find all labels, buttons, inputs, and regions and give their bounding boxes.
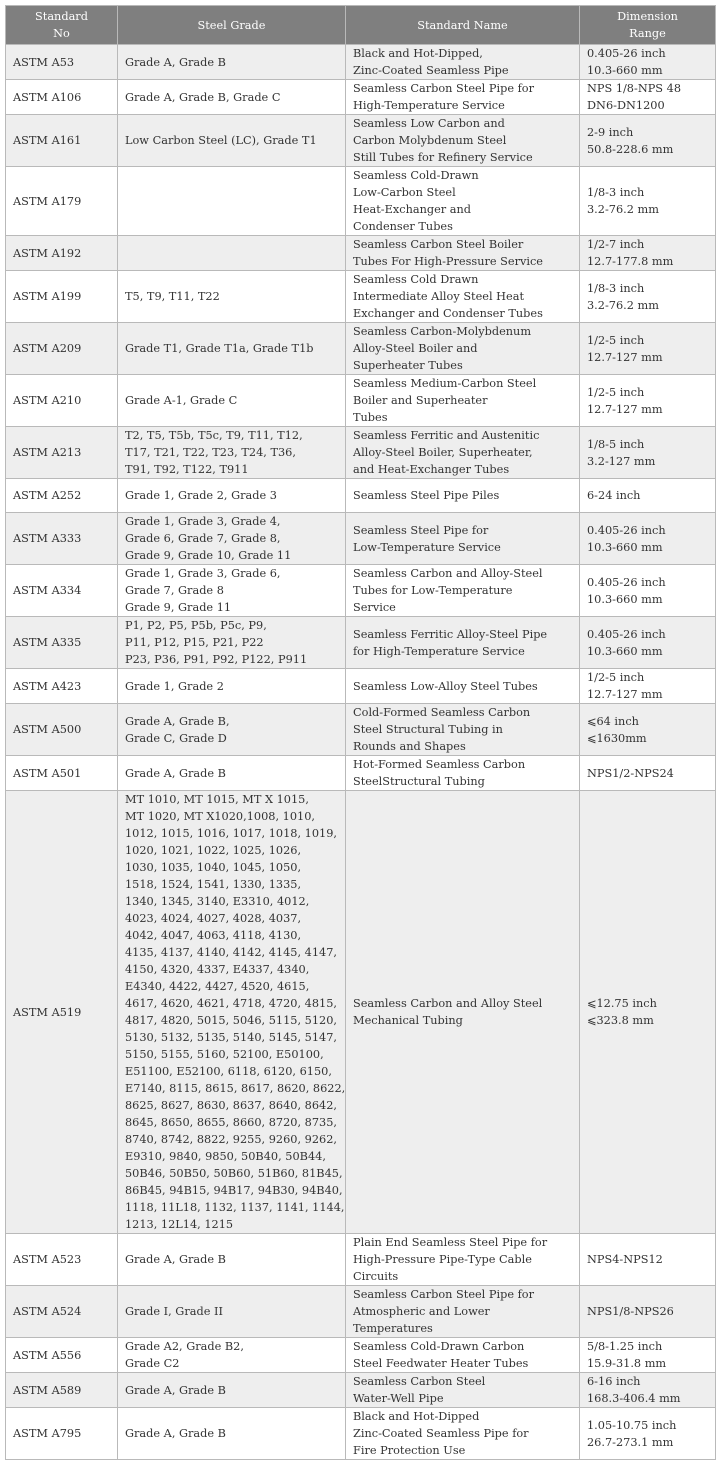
cell-line: 3.2-127 mm bbox=[587, 454, 656, 468]
cell-line: ⩽323.8 mm bbox=[587, 1014, 654, 1027]
standard-no-cell: ASTM A252 bbox=[6, 479, 118, 513]
cell-line: 8625, 8627, 8630, 8637, 8640, 8642, bbox=[125, 1099, 337, 1112]
standard-no-cell: ASTM A210 bbox=[6, 375, 118, 427]
cell-line: 12.7-177.8 mm bbox=[587, 255, 674, 268]
cell-line: Black and Hot-Dipped, bbox=[353, 47, 483, 60]
cell-line: 4617, 4620, 4621, 4718, 4720, 4815, bbox=[125, 997, 337, 1010]
standard-no-cell: ASTM A335 bbox=[6, 617, 118, 669]
standard-name-cell bbox=[346, 1408, 580, 1460]
dimension-range-cell bbox=[580, 167, 716, 236]
cell-line: 0.405-26 inch bbox=[587, 47, 666, 60]
cell-line: Seamless Low Carbon and bbox=[353, 117, 505, 130]
cell-line: Grade T1, Grade T1a, Grade T1b bbox=[125, 342, 314, 355]
dimension-range-cell bbox=[580, 513, 716, 565]
steel-grade-cell bbox=[118, 323, 346, 375]
standard-name-cell bbox=[346, 236, 580, 271]
dimension-range-cell bbox=[580, 1408, 716, 1460]
standard-name-cell bbox=[346, 479, 580, 513]
standard-no-cell: ASTM A179 bbox=[6, 167, 118, 236]
cell-line: 1/8-3 inch bbox=[587, 186, 645, 199]
cell-line: 8740, 8742, 8822, 9255, 9260, 9262, bbox=[125, 1133, 337, 1146]
cell-line: 0.405-26 inch bbox=[587, 575, 666, 589]
header-standard-name bbox=[346, 6, 580, 45]
cell-line: T17, T21, T22, T23, T24, T36, bbox=[125, 446, 296, 459]
cell-line: 1340, 1345, 3140, E3310, 4012, bbox=[125, 895, 310, 908]
cell-line: 1/2-5 inch bbox=[587, 333, 645, 347]
cell-line: 3.2-76.2 mm bbox=[587, 298, 659, 312]
cell-line: Service bbox=[353, 601, 396, 614]
steel-grade-cell bbox=[118, 80, 346, 115]
cell-line: 168.3-406.4 mm bbox=[587, 1392, 681, 1405]
cell-line: 0.405-26 inch bbox=[587, 627, 666, 641]
table-row bbox=[6, 1286, 716, 1338]
cell-line: No bbox=[53, 27, 70, 40]
dimension-range-cell bbox=[580, 565, 716, 617]
cell-line: Zinc-Coated Seamless Pipe for bbox=[353, 1427, 529, 1440]
cell-line: Low-Carbon Steel bbox=[353, 186, 456, 199]
steel-grade-cell bbox=[118, 1373, 346, 1408]
standard-no-cell: ASTM A106 bbox=[6, 80, 118, 115]
cell-line: Seamless Cold-Drawn bbox=[353, 169, 479, 182]
standard-no-cell: ASTM A209 bbox=[6, 323, 118, 375]
cell-line: 1213, 12L14, 1215 bbox=[125, 1218, 234, 1231]
cell-line: Grade 6, Grade 7, Grade 8, bbox=[125, 532, 281, 545]
cell-line: Grade A, Grade B bbox=[125, 1383, 226, 1397]
cell-line: Grade A, Grade B bbox=[125, 1253, 226, 1266]
standard-name-cell bbox=[346, 704, 580, 756]
cell-line: 12.7-127 mm bbox=[587, 402, 663, 416]
cell-line: P1, P2, P5, P5b, P5c, P9, bbox=[125, 619, 267, 632]
cell-line: Rounds and Shapes bbox=[353, 740, 466, 753]
table-row bbox=[6, 704, 716, 756]
cell-line: High-Pressure Pipe-Type Cable bbox=[353, 1253, 532, 1266]
cell-line: Grade A2, Grade B2, bbox=[125, 1340, 244, 1353]
cell-line: 6-24 inch bbox=[587, 489, 641, 502]
cell-line: 4817, 4820, 5015, 5046, 5115, 5120, bbox=[125, 1014, 337, 1027]
cell-line: 50B46, 50B50, 50B60, 51B60, 81B45, bbox=[125, 1167, 343, 1180]
standard-no-cell: ASTM A501 bbox=[6, 756, 118, 791]
cell-line: Mechanical Tubing bbox=[353, 1014, 463, 1027]
cell-line: Range bbox=[629, 27, 666, 40]
cell-line: Low Carbon Steel (LC), Grade T1 bbox=[125, 134, 317, 147]
cell-line: Fire Protection Use bbox=[353, 1444, 466, 1457]
cell-line: Carbon Molybdenum Steel bbox=[353, 134, 507, 147]
cell-line: 12.7-127 mm bbox=[587, 688, 663, 701]
cell-line: Seamless Steel Pipe for bbox=[353, 523, 489, 537]
astm-standards-table bbox=[5, 5, 716, 1460]
cell-line: Grade 9, Grade 10, Grade 11 bbox=[125, 549, 292, 562]
cell-line: 1/2-5 inch bbox=[587, 671, 645, 684]
cell-line: Atmospheric and Lower bbox=[353, 1305, 490, 1318]
steel-grade-cell bbox=[118, 1408, 346, 1460]
cell-line: Grade I, Grade II bbox=[125, 1305, 223, 1318]
table-row bbox=[6, 1234, 716, 1286]
cell-line: 6-16 inch bbox=[587, 1375, 641, 1388]
cell-line: Steel Structural Tubing in bbox=[353, 723, 503, 736]
cell-line: Seamless Carbon Steel Pipe for bbox=[353, 1288, 534, 1301]
cell-line: Grade A, Grade B bbox=[125, 766, 226, 780]
cell-line: 1518, 1524, 1541, 1330, 1335, bbox=[125, 878, 302, 891]
table-row bbox=[6, 1373, 716, 1408]
standard-name-cell bbox=[346, 1234, 580, 1286]
cell-line: Grade 1, Grade 3, Grade 6, bbox=[125, 567, 281, 580]
cell-line: 10.3-660 mm bbox=[587, 64, 663, 77]
cell-line: Seamless Ferritic Alloy-Steel Pipe bbox=[353, 627, 548, 641]
standard-no-cell: ASTM A161 bbox=[6, 115, 118, 167]
dimension-range-cell bbox=[580, 1373, 716, 1408]
standard-no-cell: ASTM A199 bbox=[6, 271, 118, 323]
cell-line: Tubes for Low-Temperature bbox=[353, 584, 513, 597]
steel-grade-cell bbox=[118, 756, 346, 791]
cell-line: Grade 1, Grade 2 bbox=[125, 679, 224, 693]
cell-line: Seamless Cold Drawn bbox=[353, 273, 479, 286]
cell-line: Dimension bbox=[617, 10, 678, 23]
cell-line: NPS 1/8-NPS 48 bbox=[587, 82, 682, 95]
standard-no-cell: ASTM A192 bbox=[6, 236, 118, 271]
table-row bbox=[6, 1338, 716, 1373]
table-row bbox=[6, 115, 716, 167]
cell-line: NPS4-NPS12 bbox=[587, 1253, 663, 1266]
dimension-range-cell bbox=[580, 1234, 716, 1286]
cell-line: E51100, E52100, 6118, 6120, 6150, bbox=[125, 1065, 332, 1078]
standard-name-cell bbox=[346, 427, 580, 479]
cell-line: 1/8-3 inch bbox=[587, 281, 645, 295]
dimension-range-cell bbox=[580, 1286, 716, 1338]
table-row bbox=[6, 617, 716, 669]
standard-name-cell bbox=[346, 45, 580, 80]
standard-name-cell bbox=[346, 669, 580, 704]
cell-line: P23, P36, P91, P92, P122, P911 bbox=[125, 653, 308, 666]
cell-line: 1012, 1015, 1016, 1017, 1018, 1019, bbox=[125, 827, 337, 840]
cell-line: Seamless Steel Pipe Piles bbox=[353, 489, 500, 502]
standard-no-cell: ASTM A795 bbox=[6, 1408, 118, 1460]
table-row bbox=[6, 271, 716, 323]
cell-line: 5/8-1.25 inch bbox=[587, 1340, 663, 1353]
standard-name-cell bbox=[346, 565, 580, 617]
standard-no-cell: ASTM A53 bbox=[6, 45, 118, 80]
cell-line: Grade A, Grade B, Grade C bbox=[125, 90, 281, 104]
cell-line: 15.9-31.8 mm bbox=[587, 1357, 667, 1370]
steel-grade-cell bbox=[118, 1338, 346, 1373]
cell-line: Seamless Carbon Steel Boiler bbox=[353, 238, 524, 251]
cell-line: ⩽1630mm bbox=[587, 731, 647, 745]
cell-line: NPS1/8-NPS26 bbox=[587, 1305, 674, 1318]
cell-line: 4135, 4137, 4140, 4142, 4145, 4147, bbox=[125, 946, 337, 959]
cell-line: Alloy-Steel Boiler and bbox=[353, 342, 478, 355]
cell-line: DN6-DN1200 bbox=[587, 99, 665, 112]
steel-grade-cell bbox=[118, 479, 346, 513]
cell-line: 8645, 8650, 8655, 8660, 8720, 8735, bbox=[125, 1116, 337, 1129]
cell-line: and Heat-Exchanger Tubes bbox=[353, 463, 510, 476]
standard-name-cell bbox=[346, 375, 580, 427]
steel-grade-cell bbox=[118, 617, 346, 669]
cell-line: P11, P12, P15, P21, P22 bbox=[125, 636, 264, 649]
standard-name-cell bbox=[346, 617, 580, 669]
cell-line: Grade A, Grade B, bbox=[125, 714, 230, 728]
cell-line: 1/8-5 inch bbox=[587, 437, 645, 451]
dimension-range-cell bbox=[580, 271, 716, 323]
steel-grade-cell bbox=[118, 375, 346, 427]
table-row bbox=[6, 375, 716, 427]
cell-line: Seamless Ferritic and Austenitic bbox=[353, 429, 540, 442]
cell-line: E9310, 9840, 9850, 50B40, 50B44, bbox=[125, 1150, 326, 1163]
cell-line: 1/2-7 inch bbox=[587, 238, 645, 251]
header-standard-no bbox=[6, 6, 118, 45]
table-row bbox=[6, 167, 716, 236]
cell-line: 10.3-660 mm bbox=[587, 644, 663, 658]
standard-name-cell bbox=[346, 167, 580, 236]
cell-line: Water-Well Pipe bbox=[353, 1392, 444, 1405]
cell-line: 2-9 inch bbox=[587, 125, 634, 139]
cell-line: 1020, 1021, 1022, 1025, 1026, bbox=[125, 844, 302, 857]
header-dimension-range bbox=[580, 6, 716, 45]
standard-name-cell bbox=[346, 323, 580, 375]
cell-line: Superheater Tubes bbox=[353, 359, 463, 372]
cell-line: Tubes bbox=[353, 411, 388, 424]
cell-line: 4150, 4320, 4337, E4337, 4340, bbox=[125, 963, 310, 976]
cell-line: NPS1/2-NPS24 bbox=[587, 766, 674, 780]
steel-grade-cell bbox=[118, 565, 346, 617]
cell-line: Steel Feedwater Heater Tubes bbox=[353, 1357, 529, 1370]
standard-no-cell: ASTM A523 bbox=[6, 1234, 118, 1286]
cell-line: Seamless Carbon Steel Pipe for bbox=[353, 82, 534, 95]
cell-line: MT 1020, MT X1020,1008, 1010, bbox=[125, 810, 315, 823]
header-steel-grade bbox=[118, 6, 346, 45]
dimension-range-cell bbox=[580, 617, 716, 669]
dimension-range-cell bbox=[580, 375, 716, 427]
dimension-range-cell bbox=[580, 669, 716, 704]
standard-name-cell bbox=[346, 1286, 580, 1338]
standard-no-cell: ASTM A524 bbox=[6, 1286, 118, 1338]
standard-no-cell: ASTM A556 bbox=[6, 1338, 118, 1373]
dimension-range-cell bbox=[580, 115, 716, 167]
cell-line: T5, T9, T11, T22 bbox=[125, 290, 220, 303]
cell-line: 50.8-228.6 mm bbox=[587, 142, 674, 156]
cell-line: Grade 9, Grade 11 bbox=[125, 601, 232, 614]
table-row bbox=[6, 791, 716, 1234]
cell-line: SteelStructural Tubing bbox=[353, 775, 485, 788]
standard-name-cell bbox=[346, 1338, 580, 1373]
table-row bbox=[6, 513, 716, 565]
table-body bbox=[6, 45, 716, 1460]
steel-grade-cell bbox=[118, 1234, 346, 1286]
cell-line: 10.3-660 mm bbox=[587, 540, 663, 554]
table-row bbox=[6, 236, 716, 271]
dimension-range-cell bbox=[580, 45, 716, 80]
standard-name-cell bbox=[346, 756, 580, 791]
cell-line: 86B45, 94B15, 94B17, 94B30, 94B40, bbox=[125, 1184, 343, 1197]
table-row bbox=[6, 669, 716, 704]
dimension-range-cell bbox=[580, 236, 716, 271]
cell-line: Boiler and Superheater bbox=[353, 394, 488, 407]
standard-no-cell: ASTM A589 bbox=[6, 1373, 118, 1408]
standard-no-cell: ASTM A500 bbox=[6, 704, 118, 756]
steel-grade-cell bbox=[118, 669, 346, 704]
table-row bbox=[6, 323, 716, 375]
standard-name-cell bbox=[346, 271, 580, 323]
cell-line: Grade A, Grade B bbox=[125, 55, 226, 69]
cell-line: Seamless Carbon and Alloy-Steel bbox=[353, 567, 543, 580]
cell-line: 0.405-26 inch bbox=[587, 523, 666, 537]
cell-line: 1030, 1035, 1040, 1045, 1050, bbox=[125, 861, 302, 874]
cell-line: T91, T92, T122, T911 bbox=[125, 463, 249, 476]
cell-line: Seamless Cold-Drawn Carbon bbox=[353, 1340, 525, 1353]
cell-line: 5150, 5155, 5160, 52100, E50100, bbox=[125, 1048, 324, 1061]
steel-grade-cell bbox=[118, 513, 346, 565]
cell-line: 5130, 5132, 5135, 5140, 5145, 5147, bbox=[125, 1031, 337, 1044]
cell-line: Cold-Formed Seamless Carbon bbox=[353, 706, 531, 719]
standard-name-cell bbox=[346, 513, 580, 565]
cell-line: Plain End Seamless Steel Pipe for bbox=[353, 1236, 548, 1249]
standard-no-cell: ASTM A333 bbox=[6, 513, 118, 565]
cell-line: Seamless Medium-Carbon Steel bbox=[353, 377, 537, 390]
cell-line: 3.2-76.2 mm bbox=[587, 203, 659, 216]
dimension-range-cell bbox=[580, 479, 716, 513]
cell-line: E4340, 4422, 4427, 4520, 4615, bbox=[125, 980, 310, 993]
standard-name-cell bbox=[346, 1373, 580, 1408]
steel-grade-cell bbox=[118, 791, 346, 1234]
cell-line: 10.3-660 mm bbox=[587, 592, 663, 606]
table-row bbox=[6, 80, 716, 115]
cell-line: MT 1010, MT 1015, MT X 1015, bbox=[125, 793, 309, 806]
cell-line: Still Tubes for Refinery Service bbox=[353, 151, 533, 164]
cell-line: 12.7-127 mm bbox=[587, 350, 663, 364]
dimension-range-cell bbox=[580, 756, 716, 791]
cell-line: Low-Temperature Service bbox=[353, 540, 501, 554]
standard-no-cell: ASTM A334 bbox=[6, 565, 118, 617]
cell-line: Grade 1, Grade 2, Grade 3 bbox=[125, 489, 277, 502]
dimension-range-cell bbox=[580, 427, 716, 479]
cell-line: Exchanger and Condenser Tubes bbox=[353, 307, 543, 320]
table-row bbox=[6, 565, 716, 617]
standard-name-cell bbox=[346, 791, 580, 1234]
cell-line: Circuits bbox=[353, 1270, 399, 1283]
steel-grade-cell bbox=[118, 271, 346, 323]
cell-line: Grade 7, Grade 8 bbox=[125, 584, 224, 597]
table-row bbox=[6, 756, 716, 791]
standard-no-cell: ASTM A213 bbox=[6, 427, 118, 479]
table-header-row bbox=[6, 6, 716, 45]
cell-line: Condenser Tubes bbox=[353, 220, 453, 233]
table-row bbox=[6, 479, 716, 513]
cell-line: Heat-Exchanger and bbox=[353, 203, 472, 216]
cell-line: Steel Grade bbox=[197, 18, 266, 32]
cell-line: Grade A-1, Grade C bbox=[125, 394, 238, 407]
cell-line: 1/2-5 inch bbox=[587, 385, 645, 399]
cell-line: Temperatures bbox=[353, 1322, 433, 1335]
cell-line: E7140, 8115, 8615, 8617, 8620, 8622, bbox=[125, 1082, 346, 1095]
dimension-range-cell bbox=[580, 704, 716, 756]
standard-name-cell bbox=[346, 80, 580, 115]
steel-grade-cell bbox=[118, 427, 346, 479]
cell-line: Standard bbox=[35, 10, 88, 23]
cell-line: Grade 1, Grade 3, Grade 4, bbox=[125, 515, 281, 528]
cell-line: Alloy-Steel Boiler, Superheater, bbox=[353, 446, 533, 459]
steel-grade-cell bbox=[118, 167, 346, 236]
cell-line: 26.7-273.1 mm bbox=[587, 1435, 674, 1449]
cell-line: ⩽64 inch bbox=[587, 714, 639, 728]
standard-name-cell bbox=[346, 115, 580, 167]
cell-line: Seamless Carbon-Molybdenum bbox=[353, 325, 532, 338]
cell-line: Grade C2 bbox=[125, 1357, 180, 1370]
steel-grade-cell bbox=[118, 115, 346, 167]
steel-grade-cell bbox=[118, 1286, 346, 1338]
table-row bbox=[6, 427, 716, 479]
cell-line: 1118, 11L18, 1132, 1137, 1141, 1144, bbox=[125, 1201, 345, 1214]
standard-no-cell: ASTM A519 bbox=[6, 791, 118, 1234]
dimension-range-cell bbox=[580, 791, 716, 1234]
cell-line: Seamless Carbon Steel bbox=[353, 1375, 486, 1388]
cell-line: Tubes For High-Pressure Service bbox=[353, 255, 543, 268]
cell-line: Seamless Low-Alloy Steel Tubes bbox=[353, 679, 538, 693]
cell-line: for High-Temperature Service bbox=[353, 644, 525, 658]
table-row bbox=[6, 1408, 716, 1460]
steel-grade-cell bbox=[118, 704, 346, 756]
cell-line: Zinc-Coated Seamless Pipe bbox=[353, 64, 509, 77]
cell-line: 4023, 4024, 4027, 4028, 4037, bbox=[125, 912, 302, 925]
cell-line: Intermediate Alloy Steel Heat bbox=[353, 290, 524, 303]
cell-line: High-Temperature Service bbox=[353, 99, 505, 112]
dimension-range-cell bbox=[580, 80, 716, 115]
cell-line: T2, T5, T5b, T5c, T9, T11, T12, bbox=[125, 429, 303, 442]
dimension-range-cell bbox=[580, 323, 716, 375]
cell-line: Standard Name bbox=[417, 18, 508, 32]
cell-line: Black and Hot-Dipped bbox=[353, 1410, 480, 1423]
cell-line: 4042, 4047, 4063, 4118, 4130, bbox=[125, 929, 302, 942]
table-row bbox=[6, 45, 716, 80]
steel-grade-cell bbox=[118, 45, 346, 80]
cell-line: ⩽12.75 inch bbox=[587, 997, 657, 1010]
cell-line: Grade A, Grade B bbox=[125, 1427, 226, 1440]
cell-line: Hot-Formed Seamless Carbon bbox=[353, 758, 526, 771]
steel-grade-cell bbox=[118, 236, 346, 271]
dimension-range-cell bbox=[580, 1338, 716, 1373]
cell-line: Seamless Carbon and Alloy Steel bbox=[353, 997, 543, 1010]
cell-line: 1.05-10.75 inch bbox=[587, 1418, 677, 1432]
standard-no-cell: ASTM A423 bbox=[6, 669, 118, 704]
cell-line: Grade C, Grade D bbox=[125, 731, 227, 745]
